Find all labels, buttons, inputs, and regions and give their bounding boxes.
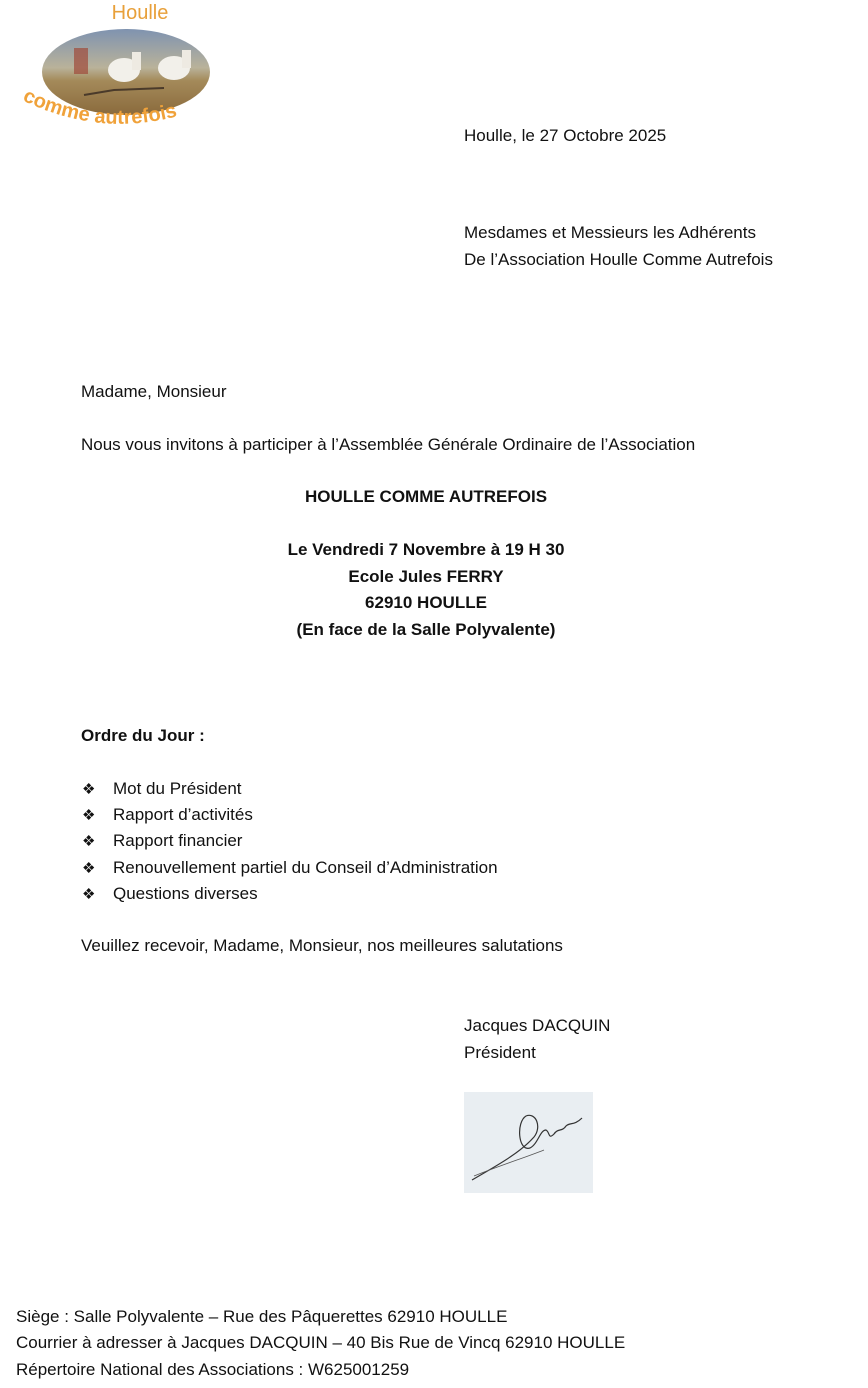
recipient-line-1: Mesdames et Messieurs les Adhérents <box>464 223 756 242</box>
logo-text-top: Houlle <box>111 2 169 24</box>
signature-image <box>464 1092 593 1193</box>
footer-mail-address: Courrier à adresser à Jacques DACQUIN – 40 Bis Rue de Vincq 62910 HOULLE <box>16 1333 626 1352</box>
agenda-item-text: Renouvellement partiel du Conseil d’Administration <box>113 858 498 877</box>
footer-registry-number: Répertoire National des Associations : W625001259 <box>16 1360 410 1379</box>
diamond-bullet-icon: ❖ <box>82 807 96 824</box>
diamond-bullet-icon: ❖ <box>82 781 96 798</box>
agenda-item <box>82 883 258 906</box>
agenda-item <box>82 778 242 801</box>
date-line: Houlle, le 27 Octobre 2025 <box>464 126 667 145</box>
event-note: (En face de la Salle Polyvalente) <box>296 620 556 639</box>
salutation: Madame, Monsieur <box>81 382 227 401</box>
agenda-item-text: Mot du Président <box>113 779 242 798</box>
recipient-line-2: De l’Association Houlle Comme Autrefois <box>464 250 773 269</box>
agenda-item-text: Rapport d’activités <box>113 805 253 824</box>
agenda-item <box>82 804 253 827</box>
agenda-item-text: Rapport financier <box>113 831 243 850</box>
agenda-title: Ordre du Jour : <box>81 726 205 745</box>
footer-headquarters: Siège : Salle Polyvalente – Rue des Pâquerettes 62910 HOULLE <box>16 1307 508 1326</box>
signatory-name: Jacques DACQUIN <box>464 1016 611 1035</box>
agenda-item-text: Questions diverses <box>113 884 258 903</box>
diamond-bullet-icon: ❖ <box>82 886 96 903</box>
association-logo <box>14 0 240 146</box>
diamond-bullet-icon: ❖ <box>82 860 96 877</box>
event-venue: Ecole Jules FERRY <box>348 567 504 586</box>
intro-paragraph: Nous vous invitons à participer à l’Assemblée Générale Ordinaire de l’Association <box>81 435 696 454</box>
logo-text-bottom: comme autrefois <box>19 84 179 129</box>
agenda-item <box>82 830 242 853</box>
event-city: 62910 HOULLE <box>365 593 487 612</box>
signatory-role: Président <box>464 1043 536 1062</box>
agenda-item <box>82 857 498 880</box>
diamond-bullet-icon: ❖ <box>82 833 96 850</box>
event-date: Le Vendredi 7 Novembre à 19 H 30 <box>287 540 565 559</box>
association-name: HOULLE COMME AUTREFOIS <box>304 487 548 506</box>
closing-line: Veuillez recevoir, Madame, Monsieur, nos meilleures salutations <box>81 936 563 955</box>
